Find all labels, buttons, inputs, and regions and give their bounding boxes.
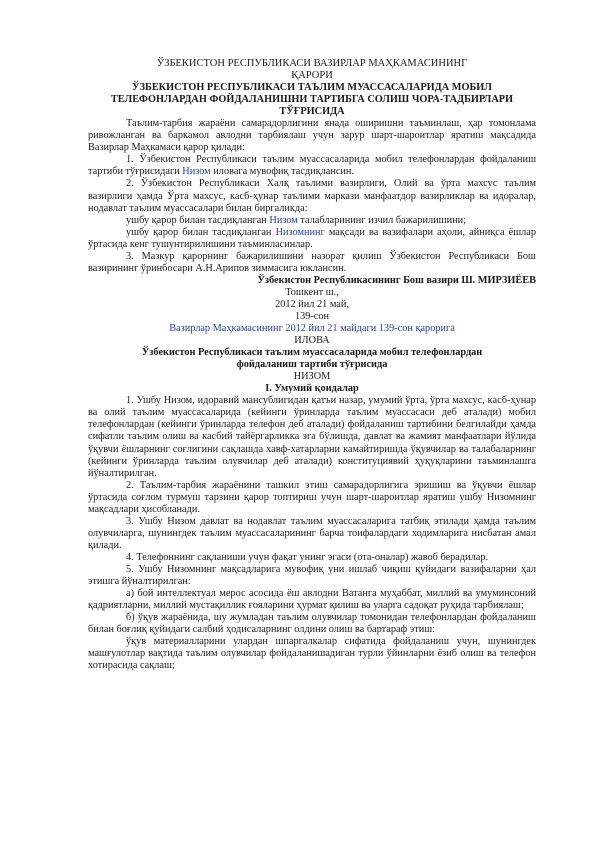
signing-date: 2012 йил 21 май, [275,298,349,310]
annex-reference [88,323,536,335]
decree-org-line: ЎЗБЕКИСТОН РЕСПУБЛИКАСИ ВАЗИРЛАР МАҲКАМАСИНИНГ [156,58,468,69]
decree-item-2: 2. Ўзбекистон Республикаси Халқ таълими вазирлиги, Олий ва ўрта махсус таълим вазирлиги ҳамда Ўрта махсус, касб-ҳунар таълими маркази манфаатдор вазирликлар ва идоралар, нодавлат таълим муассасалари билан биргаликда: [88,178,536,214]
decree-intro: Таълим-тарбия жараёни самарадорлигини янада оширишни таъминлаш, ҳар томонлама ривожланган ва баркамол авлодни тарбиялаш учун зарур шарт-шароитлар яратиш мақсадида Вазирлар Маҳкамаси қарор қилади: [88,118,536,154]
nizom-link[interactable]: Низом [182,166,211,178]
annex-reference-text: Вазирлар Маҳкамасининг 2012 йил 21 майдаги 139-сон [169,323,416,335]
decree-item-1-text: 1. Ўзбекистон Республикаси таълим муассасаларида мобил телефонлардан фойдаланиш тартиби тўғрисидаги [88,154,536,178]
decree-item-1-tail: иловага мувофиқ тасдиқлансин. [210,166,355,178]
clause-2: 2. Таълим-тарбия жараёнини ташкил этиш самарадорлигига эришиш ва ўқувчи ёшлар ўртасида соғлом турмуш тарзини қарор топтириш учун шарт-шароитлар яратиш ушбу Низомнинг мақсадлари ҳисобланади. [88,479,536,515]
decree-kind: ҚАРОРИ [291,70,333,82]
clause-5: 5. Ушбу Низомнинг мақсадларига мувофиқ уни ишлаб чиқиш қуйидаги вазифаларни ҳал этишга йўналтирилган: [88,563,536,588]
section-heading: I. Умумий қоидалар [265,383,359,395]
decree-item-2b-text: ушбу қарор билан тасдиқланган [126,226,276,238]
clause-1: 1. Ушбу Низом, идоравий мансублигидан қатъи назар, умумий ўрта, ўрта махсус, касб-ҳунар ва олий таълим муассасаларида (кейинги ўринларда таълим муассасаси деб аталади) мобил телефонлардан (кейинги ўринларда телефон деб аталади) фойдаланиш тартибини белгилайди ҳамда сифатли таълим олиш ва касбий тайёргарликка эга бўлишда, давлат ва жамият манфаатлари йўлида ўқувчи ёшларнинг соғлигини сақлашда хавф-хатарларни камайтиришда ўқувчилар ва талабаларнинг (кейинги ўринларда таълим олувчилар деб аталади) конституциявий ҳуқуқларини таъминлашга йўналтирилган. [88,395,536,479]
clause-5b-item: ўқув материалларини улардан шпаргалкалар сифатида фойдаланиш учун, шунингдек машғулотлар вақтида таълим олувчилар фойдаланишадиган турли ўйинларни ёзиб олиш ва телефон хотирасида сақлаш; [88,636,536,672]
clause-4: 4. Телефоннинг сақланиши учун фақат унинг эгаси (ота-оналар) жавоб берадилар. [126,551,489,563]
decree-item-2a-text: ушбу қарор билан тасдиқланган [126,214,270,226]
decree-item-2a-tail: талабларининг изчил бажарилишини; [297,214,466,226]
decree-item-1 [88,154,536,178]
signing-place: Тошкент ш., [285,286,339,298]
annex-label: ИЛОВА [294,335,330,347]
annex-title: Ўзбекистон Республикаси таълим муассасаларида мобил телефонлардан фойдаланиш тартиби тўғрисида [141,347,483,371]
nizom-link-2[interactable]: Низом [269,214,298,226]
decree-number: 139-сон [294,310,330,322]
annex-kind: НИЗОМ [293,371,331,383]
decree-link[interactable]: қарорига [415,323,455,335]
decree-title: ЎЗБЕКИСТОН РЕСПУБЛИКАСИ ТАЪЛИМ МУАССАСАЛАРИДА МОБИЛ ТЕЛЕФОНЛАРДАН ФОЙДАЛАНИШНИ ТАРТИБГА СОЛИШ ЧОРА-ТАДБИРЛАРИ ТЎҒРИСИДА [110,82,514,118]
decree-item-2b-tail: мақсади ва вазифалари аҳоли, айниқса ёшлар ўртасида кенг тушунтирилишини таъминласинлар. [88,226,537,250]
decree-item-2a [88,215,536,227]
clause-5b: б) ўқув жараёнида, шу жумладан таълим олувчилар томонидан телефонлардан фойдаланиш билан боғлиқ қуйидаги салбий ҳодисаларнинг олдини олиш ва бартараф этиш: [88,612,536,636]
nizom-link-3[interactable]: Низомнинг [275,226,325,238]
signature: Ўзбекистон Республикасининг Бош вазири Ш. МИРЗИЁЕВ [257,274,536,286]
decree-item-3: 3. Мазкур қарорнинг бажарилишини назорат қилиш Ўзбекистон Республикаси Бош вазирининг ўринбосари А.Н.Арипов зиммасига юклансин. [88,250,536,274]
decree-item-2b [88,227,536,251]
clause-3: 3. Ушбу Низом давлат ва нодавлат таълим муассасаларига татбиқ этилади ҳамда таълим олувчиларга, шунингдек таълим муассасаларининг барча тоифалардаги ходимларига нисбатан амал қилади. [88,515,536,551]
document-page [88,58,536,672]
clause-5a: а) бой интеллектуал мерос асосида ёш авлодни Ватанга муҳаббат, миллий ва умуминсоний қадриятларни, миллий мустақиллик ғояларини ҳурмат қилиш ва уларга садоқат руҳида тарбиялаш; [88,588,536,612]
